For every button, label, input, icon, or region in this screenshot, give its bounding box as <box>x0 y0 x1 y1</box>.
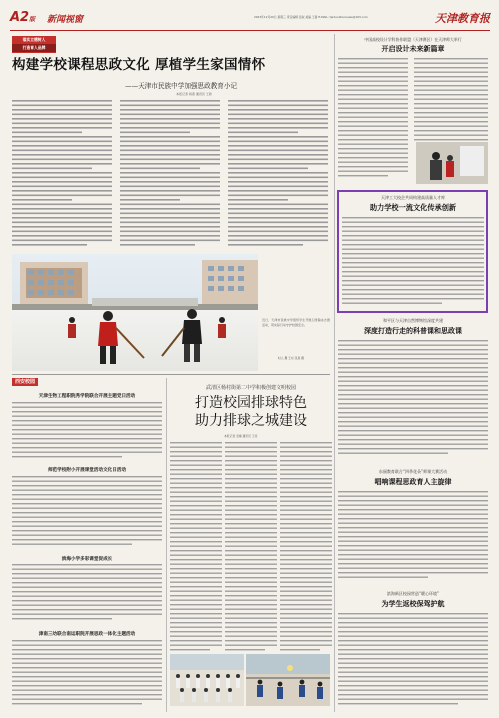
inner-divider <box>166 378 167 712</box>
campus-brief-3-title: 滨海小学多彩课堂促成长 <box>61 557 113 562</box>
snow-sweeping-scene <box>12 254 258 371</box>
lead-photo-caption: 近日，天津市民族中学组织学生开展扫雪除冰志愿活动，用实际行动守护校园安全。 <box>262 318 330 327</box>
campus-brief-1-title: 天津生物工程职院秀学院联合开展主题党日活动 <box>38 394 136 399</box>
right-mid-text <box>338 340 488 460</box>
lead-byline: 本报记者 杨燕 通讯员 王新 <box>176 92 212 96</box>
right-low-text <box>338 491 488 583</box>
feature-byline: 本报记者 吴楠 通讯员 王亮 <box>224 434 258 438</box>
right-top-photo <box>416 142 488 184</box>
right-bottom-text <box>338 613 488 711</box>
feature-photo-right <box>246 654 330 706</box>
masthead-rule <box>10 30 490 31</box>
lead-photo-credit: 时人 摄 王东 张昊 摄 <box>278 356 304 360</box>
feature-headline-1: 打造校园排球特色 <box>195 395 307 411</box>
campus-briefs-text <box>12 400 162 712</box>
right-box-headline: 助力学校一流文化传承创新 <box>369 203 457 212</box>
right-top-headline: 开启设计未来新篇章 <box>381 45 445 53</box>
brand-logo: 天津教育报 <box>435 12 490 25</box>
section-rule <box>12 374 330 375</box>
lead-subhead: ——天津市民族中学加强思政教育小记 <box>125 82 238 90</box>
campus-tag: 西安校园 <box>12 378 38 386</box>
masthead <box>10 9 490 31</box>
right-low-headline: 唱响课程思政育人主旋律 <box>374 478 452 486</box>
right-box-kicker: 天津工大校企共同构建高质量人才库 <box>381 195 445 200</box>
date-line: 2023年12月20日 星期三 责任编辑 张淑 美编 王蕾 E-MAIL: tjeducationnews@163.com <box>254 15 368 19</box>
section-name: 新闻视窗 <box>47 15 84 25</box>
right-top-kicker: 中国高校设计学科协作联盟（天津赛区）在天津师大举行 <box>364 37 462 42</box>
feature-headline-2: 助力排球之城建设 <box>195 413 307 429</box>
right-bottom-kicker: 滨海新区校园营造“暖心环境” <box>386 591 440 596</box>
lead-tag-line: 落实立德树人 <box>22 37 46 42</box>
page-number: A2版 <box>10 10 36 25</box>
feature-photo-left <box>170 654 244 706</box>
right-mid-kicker: 和平区与天津自然博物馆深度共建 <box>383 318 443 323</box>
lead-tag-line: 打造育人品牌 <box>12 44 56 52</box>
exhibition-scene <box>416 142 488 184</box>
lead-body-text <box>12 100 330 252</box>
campus-brief-2-title: 师范学校附小开展课堂活动文化日活动 <box>47 468 127 473</box>
volleyball-practice-scene <box>246 654 330 706</box>
lead-headline: 构建学校课程思政文化 厚植学生家国情怀 <box>12 57 266 73</box>
right-bottom-headline: 为学生返校保驾护航 <box>381 600 445 608</box>
right-low-kicker: 东丽教育联合“四季花朵”师课大赛活动 <box>378 469 448 474</box>
right-mid-headline: 深度打造行走的科普课和思政课 <box>364 327 462 335</box>
lead-tag <box>12 36 56 53</box>
column-divider <box>334 34 335 712</box>
right-box-text <box>342 217 484 311</box>
campus-brief-4-title: 津南三幼联合南运职院开展思政一体化主题活动 <box>38 632 136 637</box>
lead-photo <box>12 254 258 371</box>
feature-kicker: 武清区杨村街第二中学积极创建文明校园 <box>205 385 296 391</box>
students-exercise-scene <box>170 654 244 706</box>
